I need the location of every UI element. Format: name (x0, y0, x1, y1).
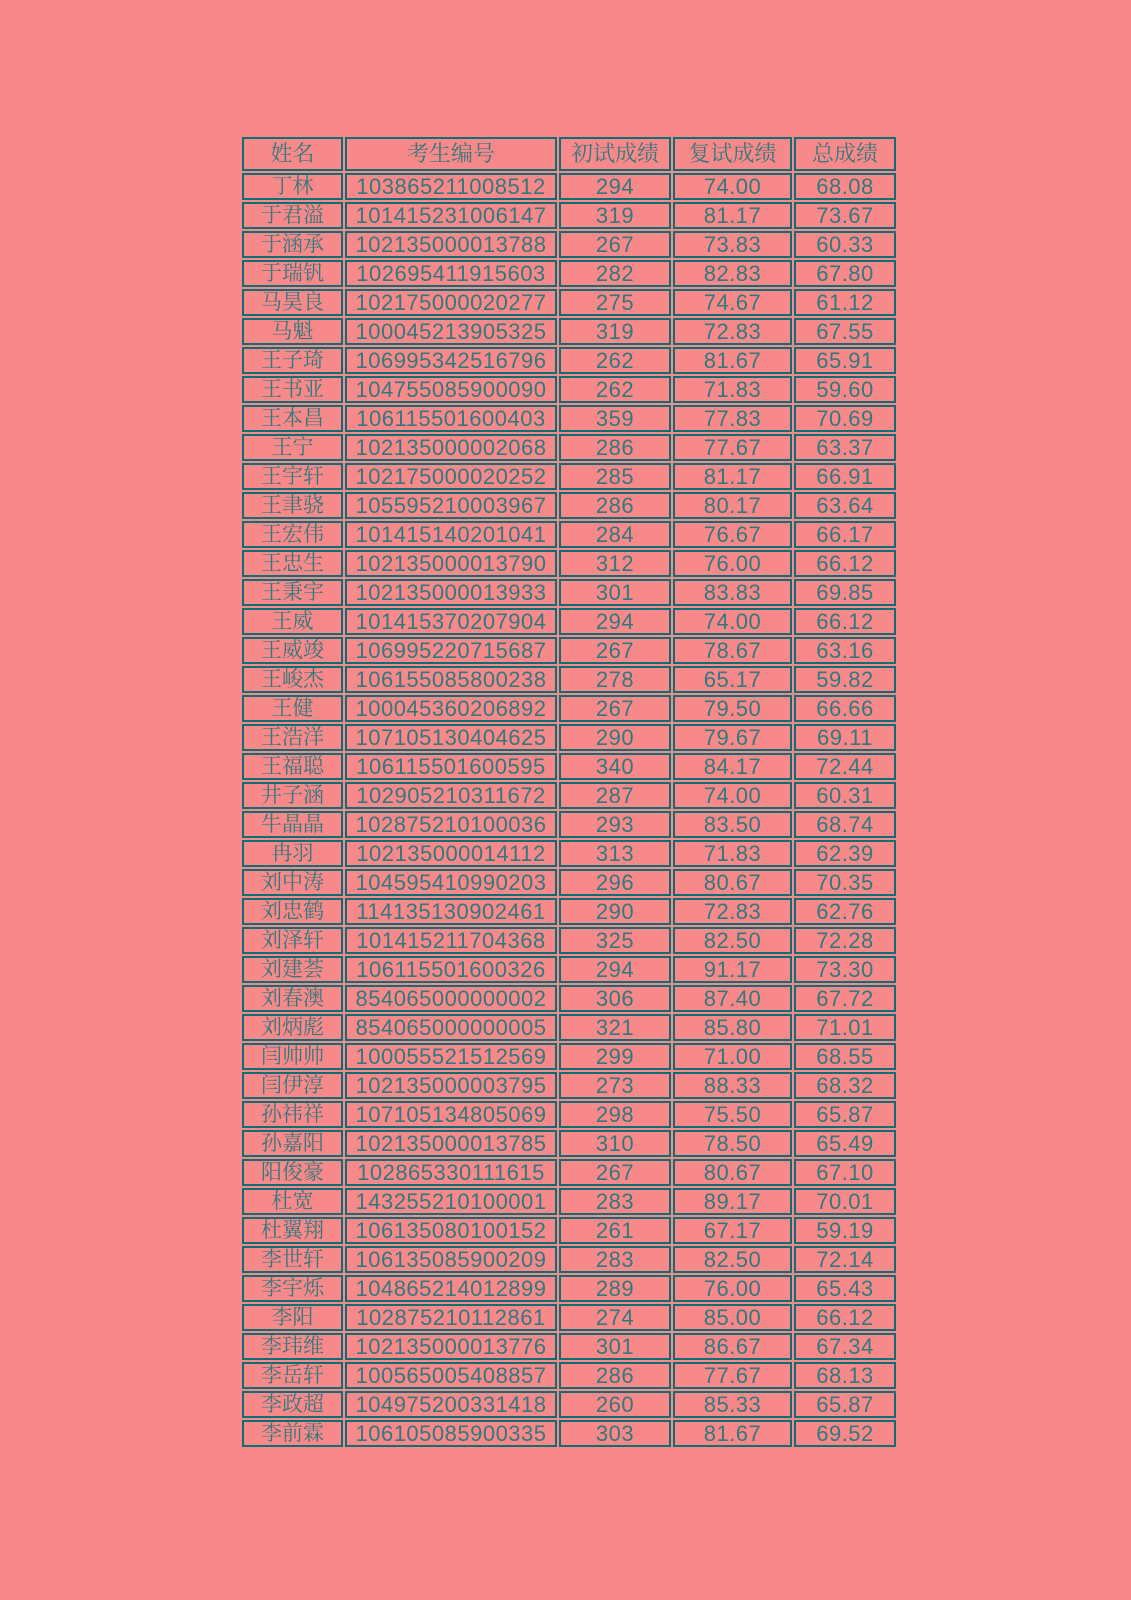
cell-candidate-number: 106105085900335 (345, 1420, 557, 1447)
table-row (242, 811, 896, 838)
cell-total-score: 67.55 (794, 318, 896, 345)
cell-retest-score: 83.83 (673, 579, 792, 606)
cell-candidate-number: 104975200331418 (345, 1391, 557, 1418)
cell-total-score: 67.72 (794, 985, 896, 1012)
cell-retest-score: 74.00 (673, 173, 792, 200)
table-header (242, 137, 896, 171)
cell-total-score: 65.87 (794, 1391, 896, 1418)
column-header-total-score: 总成绩 (794, 137, 896, 171)
cell-retest-score: 77.67 (673, 1362, 792, 1389)
cell-total-score: 59.82 (794, 666, 896, 693)
table-row (242, 840, 896, 867)
cell-initial-score: 286 (559, 434, 671, 461)
cell-retest-score: 77.83 (673, 405, 792, 432)
cell-name: 刘中涛 (242, 869, 343, 896)
cell-candidate-number: 104865214012899 (345, 1275, 557, 1302)
cell-candidate-number: 106115501600403 (345, 405, 557, 432)
cell-name: 李玮维 (242, 1333, 343, 1360)
cell-candidate-number: 106115501600326 (345, 956, 557, 983)
cell-candidate-number: 102135000013785 (345, 1130, 557, 1157)
cell-retest-score: 65.17 (673, 666, 792, 693)
table-row (242, 260, 896, 287)
cell-total-score: 72.28 (794, 927, 896, 954)
cell-name: 王健 (242, 695, 343, 722)
cell-initial-score: 282 (559, 260, 671, 287)
cell-name: 王忠生 (242, 550, 343, 577)
cell-name: 马昊良 (242, 289, 343, 316)
cell-total-score: 68.55 (794, 1043, 896, 1070)
cell-total-score: 66.17 (794, 521, 896, 548)
cell-initial-score: 267 (559, 231, 671, 258)
cell-candidate-number: 102905210311672 (345, 782, 557, 809)
table-row (242, 695, 896, 722)
table-row (242, 666, 896, 693)
cell-retest-score: 82.83 (673, 260, 792, 287)
cell-candidate-number: 106115501600595 (345, 753, 557, 780)
cell-retest-score: 73.83 (673, 231, 792, 258)
cell-candidate-number: 114135130902461 (345, 898, 557, 925)
cell-total-score: 59.60 (794, 376, 896, 403)
cell-initial-score: 289 (559, 1275, 671, 1302)
cell-initial-score: 312 (559, 550, 671, 577)
cell-retest-score: 85.33 (673, 1391, 792, 1418)
cell-total-score: 66.12 (794, 550, 896, 577)
table-row (242, 202, 896, 229)
table-row (242, 1420, 896, 1447)
cell-initial-score: 293 (559, 811, 671, 838)
cell-name: 王福聪 (242, 753, 343, 780)
cell-name: 阳俊豪 (242, 1159, 343, 1186)
table-row (242, 782, 896, 809)
cell-initial-score: 313 (559, 840, 671, 867)
cell-total-score: 69.11 (794, 724, 896, 751)
table-row (242, 1101, 896, 1128)
table-row (242, 1130, 896, 1157)
cell-total-score: 69.85 (794, 579, 896, 606)
table-row (242, 956, 896, 983)
cell-retest-score: 76.00 (673, 550, 792, 577)
cell-total-score: 63.16 (794, 637, 896, 664)
table-row (242, 231, 896, 258)
cell-candidate-number: 106995342516796 (345, 347, 557, 374)
cell-candidate-number: 104595410990203 (345, 869, 557, 896)
cell-total-score: 73.30 (794, 956, 896, 983)
column-header-candidate-number: 考生编号 (345, 137, 557, 171)
cell-total-score: 68.74 (794, 811, 896, 838)
column-header-initial-score: 初试成绩 (559, 137, 671, 171)
cell-initial-score: 294 (559, 608, 671, 635)
cell-retest-score: 82.50 (673, 1246, 792, 1273)
cell-total-score: 68.32 (794, 1072, 896, 1099)
table-row (242, 376, 896, 403)
cell-initial-score: 319 (559, 318, 671, 345)
cell-retest-score: 71.83 (673, 376, 792, 403)
cell-name: 于瑞钒 (242, 260, 343, 287)
cell-name: 李宇烁 (242, 1275, 343, 1302)
cell-total-score: 70.69 (794, 405, 896, 432)
cell-name: 李阳 (242, 1304, 343, 1331)
cell-name: 李前霖 (242, 1420, 343, 1447)
cell-initial-score: 260 (559, 1391, 671, 1418)
table-body (242, 173, 896, 1447)
cell-candidate-number: 100565005408857 (345, 1362, 557, 1389)
table-row (242, 1072, 896, 1099)
cell-initial-score: 290 (559, 898, 671, 925)
cell-initial-score: 301 (559, 579, 671, 606)
cell-total-score: 63.37 (794, 434, 896, 461)
cell-retest-score: 76.67 (673, 521, 792, 548)
cell-candidate-number: 854065000000005 (345, 1014, 557, 1041)
cell-total-score: 65.43 (794, 1275, 896, 1302)
table-row (242, 579, 896, 606)
table-row (242, 318, 896, 345)
cell-initial-score: 294 (559, 173, 671, 200)
cell-candidate-number: 102875210112861 (345, 1304, 557, 1331)
cell-retest-score: 71.00 (673, 1043, 792, 1070)
cell-name: 闫帅帅 (242, 1043, 343, 1070)
table-row (242, 927, 896, 954)
cell-initial-score: 310 (559, 1130, 671, 1157)
cell-total-score: 66.12 (794, 1304, 896, 1331)
cell-initial-score: 283 (559, 1188, 671, 1215)
cell-total-score: 66.66 (794, 695, 896, 722)
cell-retest-score: 91.17 (673, 956, 792, 983)
cell-candidate-number: 106135085900209 (345, 1246, 557, 1273)
cell-candidate-number: 102135000003795 (345, 1072, 557, 1099)
cell-retest-score: 75.50 (673, 1101, 792, 1128)
cell-candidate-number: 106995220715687 (345, 637, 557, 664)
cell-total-score: 70.01 (794, 1188, 896, 1215)
cell-candidate-number: 102135000013933 (345, 579, 557, 606)
cell-retest-score: 89.17 (673, 1188, 792, 1215)
cell-initial-score: 273 (559, 1072, 671, 1099)
table-row (242, 463, 896, 490)
cell-total-score: 62.39 (794, 840, 896, 867)
cell-initial-score: 319 (559, 202, 671, 229)
cell-name: 刘建荟 (242, 956, 343, 983)
cell-retest-score: 88.33 (673, 1072, 792, 1099)
table-row (242, 637, 896, 664)
cell-name: 于君溢 (242, 202, 343, 229)
cell-total-score: 62.76 (794, 898, 896, 925)
cell-total-score: 68.08 (794, 173, 896, 200)
cell-candidate-number: 100045213905325 (345, 318, 557, 345)
column-header-retest-score: 复试成绩 (673, 137, 792, 171)
cell-initial-score: 298 (559, 1101, 671, 1128)
cell-initial-score: 267 (559, 637, 671, 664)
cell-name: 闫伊淳 (242, 1072, 343, 1099)
table-row (242, 550, 896, 577)
table-row (242, 434, 896, 461)
cell-name: 李政超 (242, 1391, 343, 1418)
cell-candidate-number: 105595210003967 (345, 492, 557, 519)
cell-name: 王宁 (242, 434, 343, 461)
cell-initial-score: 306 (559, 985, 671, 1012)
score-table (240, 135, 898, 1449)
table-row (242, 521, 896, 548)
cell-candidate-number: 102135000002068 (345, 434, 557, 461)
cell-retest-score: 79.50 (673, 695, 792, 722)
cell-total-score: 65.49 (794, 1130, 896, 1157)
cell-name: 马魁 (242, 318, 343, 345)
table-row (242, 898, 896, 925)
cell-retest-score: 72.83 (673, 318, 792, 345)
cell-initial-score: 303 (559, 1420, 671, 1447)
cell-name: 李世轩 (242, 1246, 343, 1273)
cell-name: 王威竣 (242, 637, 343, 664)
cell-candidate-number: 101415211704368 (345, 927, 557, 954)
cell-retest-score: 71.83 (673, 840, 792, 867)
cell-retest-score: 78.50 (673, 1130, 792, 1157)
cell-retest-score: 80.67 (673, 1159, 792, 1186)
cell-candidate-number: 102135000014112 (345, 840, 557, 867)
cell-name: 李岳轩 (242, 1362, 343, 1389)
cell-name: 王秉宇 (242, 579, 343, 606)
cell-candidate-number: 106155085800238 (345, 666, 557, 693)
cell-total-score: 67.34 (794, 1333, 896, 1360)
table-row (242, 1014, 896, 1041)
cell-initial-score: 287 (559, 782, 671, 809)
cell-candidate-number: 101415140201041 (345, 521, 557, 548)
cell-initial-score: 321 (559, 1014, 671, 1041)
cell-total-score: 66.12 (794, 608, 896, 635)
table-row (242, 1159, 896, 1186)
cell-initial-score: 283 (559, 1246, 671, 1273)
cell-retest-score: 86.67 (673, 1333, 792, 1360)
cell-initial-score: 301 (559, 1333, 671, 1360)
cell-retest-score: 78.67 (673, 637, 792, 664)
cell-name: 孙嘉阳 (242, 1130, 343, 1157)
cell-name: 刘泽轩 (242, 927, 343, 954)
cell-initial-score: 296 (559, 869, 671, 896)
cell-initial-score: 285 (559, 463, 671, 490)
cell-name: 王宇轩 (242, 463, 343, 490)
cell-total-score: 60.33 (794, 231, 896, 258)
cell-candidate-number: 102135000013790 (345, 550, 557, 577)
cell-initial-score: 325 (559, 927, 671, 954)
cell-total-score: 72.14 (794, 1246, 896, 1273)
cell-name: 杜宽 (242, 1188, 343, 1215)
cell-candidate-number: 102135000013788 (345, 231, 557, 258)
cell-total-score: 72.44 (794, 753, 896, 780)
cell-total-score: 65.91 (794, 347, 896, 374)
cell-name: 刘炳彪 (242, 1014, 343, 1041)
cell-retest-score: 81.67 (673, 1420, 792, 1447)
cell-name: 冉羽 (242, 840, 343, 867)
cell-retest-score: 76.00 (673, 1275, 792, 1302)
cell-total-score: 63.64 (794, 492, 896, 519)
cell-initial-score: 261 (559, 1217, 671, 1244)
table-row (242, 869, 896, 896)
cell-total-score: 70.35 (794, 869, 896, 896)
cell-name: 王浩洋 (242, 724, 343, 751)
cell-initial-score: 284 (559, 521, 671, 548)
cell-name: 王宏伟 (242, 521, 343, 548)
cell-retest-score: 80.67 (673, 869, 792, 896)
column-header-name: 姓名 (242, 137, 343, 171)
cell-retest-score: 80.17 (673, 492, 792, 519)
cell-candidate-number: 106135080100152 (345, 1217, 557, 1244)
cell-total-score: 60.31 (794, 782, 896, 809)
cell-candidate-number: 102865330111615 (345, 1159, 557, 1186)
cell-name: 王本昌 (242, 405, 343, 432)
table-row (242, 1391, 896, 1418)
cell-retest-score: 74.00 (673, 608, 792, 635)
cell-candidate-number: 107105130404625 (345, 724, 557, 751)
cell-name: 王子琦 (242, 347, 343, 374)
table-row (242, 1362, 896, 1389)
cell-total-score: 65.87 (794, 1101, 896, 1128)
cell-retest-score: 77.67 (673, 434, 792, 461)
cell-initial-score: 290 (559, 724, 671, 751)
cell-retest-score: 67.17 (673, 1217, 792, 1244)
cell-name: 王峻杰 (242, 666, 343, 693)
cell-total-score: 67.10 (794, 1159, 896, 1186)
header-row (242, 137, 896, 171)
cell-initial-score: 286 (559, 492, 671, 519)
cell-candidate-number: 102875210100036 (345, 811, 557, 838)
cell-name: 刘春澳 (242, 985, 343, 1012)
cell-initial-score: 274 (559, 1304, 671, 1331)
cell-retest-score: 81.67 (673, 347, 792, 374)
cell-retest-score: 74.67 (673, 289, 792, 316)
cell-candidate-number: 102175000020252 (345, 463, 557, 490)
cell-retest-score: 72.83 (673, 898, 792, 925)
cell-name: 丁林 (242, 173, 343, 200)
cell-initial-score: 267 (559, 695, 671, 722)
table-row (242, 405, 896, 432)
cell-retest-score: 81.17 (673, 463, 792, 490)
cell-total-score: 68.13 (794, 1362, 896, 1389)
cell-name: 牛晶晶 (242, 811, 343, 838)
cell-candidate-number: 104755085900090 (345, 376, 557, 403)
cell-total-score: 71.01 (794, 1014, 896, 1041)
table-row (242, 1246, 896, 1273)
cell-candidate-number: 102135000013776 (345, 1333, 557, 1360)
cell-retest-score: 81.17 (673, 202, 792, 229)
table-row (242, 1217, 896, 1244)
cell-retest-score: 82.50 (673, 927, 792, 954)
cell-initial-score: 359 (559, 405, 671, 432)
cell-total-score: 61.12 (794, 289, 896, 316)
cell-candidate-number: 102695411915603 (345, 260, 557, 287)
table-row (242, 608, 896, 635)
cell-name: 于涵承 (242, 231, 343, 258)
cell-initial-score: 275 (559, 289, 671, 316)
cell-candidate-number: 107105134805069 (345, 1101, 557, 1128)
cell-retest-score: 87.40 (673, 985, 792, 1012)
table-row (242, 347, 896, 374)
table-row (242, 724, 896, 751)
table-row (242, 1188, 896, 1215)
cell-name: 王书亚 (242, 376, 343, 403)
cell-name: 井子涵 (242, 782, 343, 809)
cell-initial-score: 262 (559, 376, 671, 403)
table-row (242, 492, 896, 519)
cell-retest-score: 79.67 (673, 724, 792, 751)
cell-initial-score: 294 (559, 956, 671, 983)
cell-candidate-number: 143255210100001 (345, 1188, 557, 1215)
cell-retest-score: 84.17 (673, 753, 792, 780)
cell-retest-score: 85.00 (673, 1304, 792, 1331)
cell-total-score: 69.52 (794, 1420, 896, 1447)
cell-initial-score: 340 (559, 753, 671, 780)
cell-initial-score: 299 (559, 1043, 671, 1070)
table-row (242, 1043, 896, 1070)
table-row (242, 753, 896, 780)
cell-initial-score: 267 (559, 1159, 671, 1186)
cell-total-score: 66.91 (794, 463, 896, 490)
cell-retest-score: 83.50 (673, 811, 792, 838)
cell-candidate-number: 100055521512569 (345, 1043, 557, 1070)
cell-candidate-number: 854065000000002 (345, 985, 557, 1012)
cell-initial-score: 286 (559, 1362, 671, 1389)
cell-candidate-number: 102175000020277 (345, 289, 557, 316)
cell-name: 王聿骁 (242, 492, 343, 519)
cell-initial-score: 262 (559, 347, 671, 374)
cell-total-score: 73.67 (794, 202, 896, 229)
cell-candidate-number: 101415231006147 (345, 202, 557, 229)
cell-initial-score: 278 (559, 666, 671, 693)
cell-total-score: 67.80 (794, 260, 896, 287)
cell-total-score: 59.19 (794, 1217, 896, 1244)
cell-candidate-number: 100045360206892 (345, 695, 557, 722)
table-row (242, 985, 896, 1012)
cell-candidate-number: 103865211008512 (345, 173, 557, 200)
cell-candidate-number: 101415370207904 (345, 608, 557, 635)
cell-retest-score: 85.80 (673, 1014, 792, 1041)
table-row (242, 1304, 896, 1331)
cell-retest-score: 74.00 (673, 782, 792, 809)
cell-name: 刘忠鹤 (242, 898, 343, 925)
table-row (242, 289, 896, 316)
table-row (242, 173, 896, 200)
table-row (242, 1333, 896, 1360)
cell-name: 王威 (242, 608, 343, 635)
cell-name: 孙祎祥 (242, 1101, 343, 1128)
cell-name: 杜翼翔 (242, 1217, 343, 1244)
table-row (242, 1275, 896, 1302)
